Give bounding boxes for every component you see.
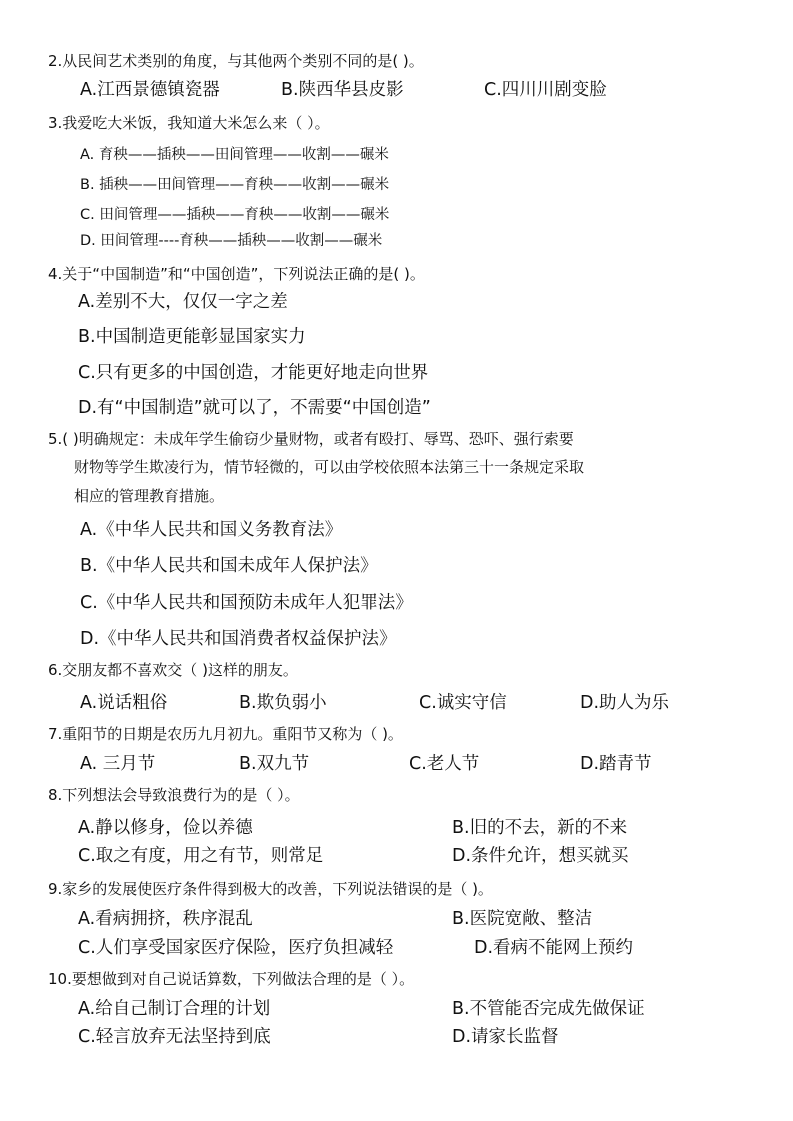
question-7-option-c: C.老人节 xyxy=(409,754,480,774)
question-2-stem: 2.从民间艺术类别的角度，与其他两个类别不同的是( )。 xyxy=(48,52,424,70)
question-3-option-d: D. 田间管理----育秧——插秧——收割——碾米 xyxy=(80,233,383,249)
question-5-option-c: C.《中华人民共和国预防未成年人犯罪法》 xyxy=(80,593,413,613)
question-2-option-a: A.江西景德镇瓷器 xyxy=(80,80,220,100)
question-5-option-a: A.《中华人民共和国义务教育法》 xyxy=(80,520,343,540)
question-5-stem-line-2: 财物等学生欺凌行为，情节轻微的，可以由学校依照本法第三十一条规定采取 xyxy=(74,458,585,476)
question-9-option-a: A.看病拥挤，秩序混乱 xyxy=(78,909,253,929)
question-4-option-c: C.只有更多的中国创造，才能更好地走向世界 xyxy=(78,363,429,383)
question-7-option-b: B.双九节 xyxy=(239,754,310,774)
question-8-option-b: B.旧的不去，新的不来 xyxy=(452,818,628,838)
question-2-option-b: B.陕西华县皮影 xyxy=(281,80,404,100)
question-5-stem-line-3: 相应的管理教育措施。 xyxy=(74,487,225,505)
question-10-option-d: D.请家长监督 xyxy=(452,1027,559,1047)
question-8-option-a: A.静以修身，俭以养德 xyxy=(78,818,253,838)
question-9-option-d: D.看病不能网上预约 xyxy=(474,938,634,958)
question-7-option-d: D.踏青节 xyxy=(580,754,652,774)
question-5-option-b: B.《中华人民共和国未成年人保护法》 xyxy=(80,556,378,576)
question-8-stem: 8.下列想法会导致浪费行为的是（ ）。 xyxy=(48,786,300,804)
question-8-option-c: C.取之有度，用之有节，则常足 xyxy=(78,846,324,866)
question-10-option-b: B.不管能否完成先做保证 xyxy=(452,999,645,1019)
question-3-option-b: B. 插秧——田间管理——育秧——收割——碾米 xyxy=(80,177,390,193)
question-3-option-c: C. 田间管理——插秧——育秧——收割——碾米 xyxy=(80,207,390,223)
question-6-stem: 6.交朋友都不喜欢交（ )这样的朋友。 xyxy=(48,661,298,679)
question-6-option-a: A.说话粗俗 xyxy=(80,693,168,713)
question-10-option-a: A.给自己制订合理的计划 xyxy=(78,999,271,1019)
question-2-option-c: C.四川川剧变脸 xyxy=(484,80,607,100)
question-4-option-b: B.中国制造更能彰显国家实力 xyxy=(78,327,306,347)
question-4-option-d: D.有“中国制造”就可以了，不需要“中国创造” xyxy=(78,398,431,418)
question-10-stem: 10.要想做到对自己说话算数，下列做法合理的是（ ）。 xyxy=(48,970,415,988)
question-9-option-b: B.医院宽敞、整洁 xyxy=(452,909,593,929)
question-5-stem-line-1: 5.( )明确规定：未成年学生偷窃少量财物，或者有殴打、辱骂、恐吓、强行索要 xyxy=(48,430,574,448)
question-3-option-a: A. 育秧——插秧——田间管理——收割——碾米 xyxy=(80,147,389,163)
question-6-option-b: B.欺负弱小 xyxy=(239,693,327,713)
question-9-option-c: C.人们享受国家医疗保险，医疗负担减轻 xyxy=(78,938,394,958)
question-10-option-c: C.轻言放弃无法坚持到底 xyxy=(78,1027,271,1047)
question-5-option-d: D.《中华人民共和国消费者权益保护法》 xyxy=(80,629,397,649)
question-6-option-c: C.诚实守信 xyxy=(419,693,507,713)
question-4-stem: 4.关于“中国制造”和“中国创造”，下列说法正确的是( )。 xyxy=(48,265,425,283)
question-9-stem: 9.家乡的发展使医疗条件得到极大的改善，下列说法错误的是（ )。 xyxy=(48,880,493,898)
question-4-option-a: A.差别不大，仅仅一字之差 xyxy=(78,292,288,312)
question-3-stem: 3.我爱吃大米饭，我知道大米怎么来（ ）。 xyxy=(48,114,330,132)
question-7-option-a: A. 三月节 xyxy=(80,754,156,774)
question-6-option-d: D.助人为乐 xyxy=(580,693,670,713)
question-7-stem: 7.重阳节的日期是农历九月初九。重阳节又称为（ )。 xyxy=(48,725,403,743)
question-8-option-d: D.条件允许，想买就买 xyxy=(452,846,629,866)
